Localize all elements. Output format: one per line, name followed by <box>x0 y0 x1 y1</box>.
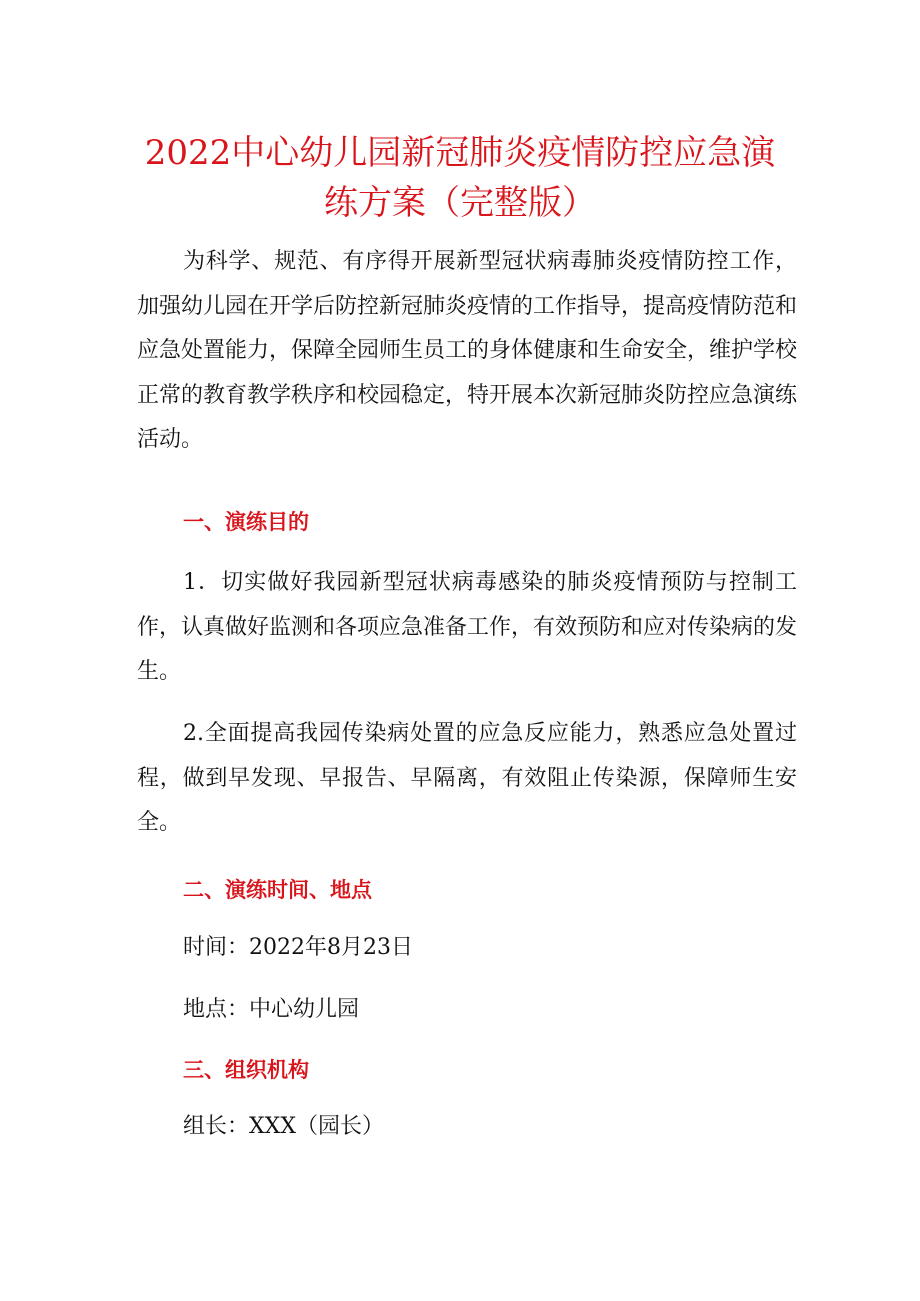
purpose-item-2: 2.全面提高我园传染病处置的应急反应能力，熟悉应急处置过程，做到早发现、早报告、早隔离，有效阻止传染源，保障师生安全。 <box>137 721 797 835</box>
purpose-item-1: 1．切实做好我园新型冠状病毒感染的肺炎疫情预防与控制工作，认真做好监测和各项应急准备工作，有效预防和应对传染病的发生。 <box>137 570 798 684</box>
title-line-1: 2022中心幼儿园新冠肺炎疫情防控应急演 <box>144 133 776 173</box>
place-line: 地点：中心幼儿园 <box>183 997 360 1022</box>
leader-line: 组长：XXX（园长） <box>183 1114 384 1139</box>
section-heading-organization: 三、组织机构 <box>183 1057 309 1082</box>
section-heading-time-place: 二、演练时间、地点 <box>183 877 372 902</box>
document-title <box>120 128 800 228</box>
time-line: 时间：2022年8月23日 <box>183 935 413 960</box>
section-heading-purpose: 一、演练目的 <box>183 509 309 534</box>
intro-paragraph: 为科学、规范、有序得开展新型冠状病毒肺炎疫情防控工作，加强幼儿园在开学后防控新冠肺炎疫情的工作指导，提高疫情防范和应急处置能力，保障全园师生员工的身体健康和生命安全，维护学校正常的教育教学秩序和校园稳定，特开展本次新冠肺炎防控应急演练活动。 <box>137 249 798 452</box>
title-line-2: 练方案（完整版） <box>324 183 596 223</box>
